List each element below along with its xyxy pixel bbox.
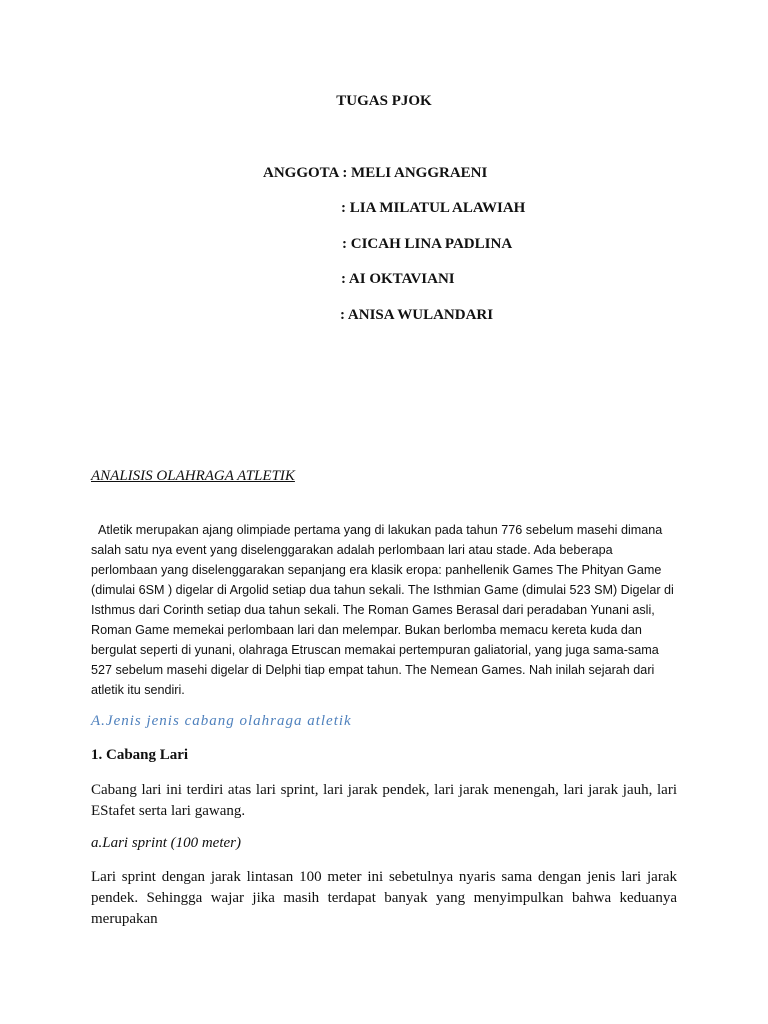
member-line-1: ANGGOTA : MELI ANGGRAENI [263, 165, 488, 181]
paragraph-lari-sprint: Lari sprint dengan jarak lintasan 100 meter ini sebetulnya nyaris sama dengan jenis lari jarak pendek. Sehingga wajar jika masih terdapat banyak yang menyimpulkan bahwa keduanya merupakan [91, 869, 677, 927]
section-heading: ANALISIS OLAHRAGA ATLETIK [91, 468, 295, 484]
member-line-2: : LIA MILATUL ALAWIAH [341, 200, 526, 216]
member-line-5: : ANISA WULANDARI [340, 307, 494, 323]
intro-paragraph-block [91, 520, 677, 700]
paragraph-cabang-lari: Cabang lari ini terdiri atas lari sprint, lari jarak pendek, lari jarak menengah, lari jarak jauh, lari EStafet serta lari gawang. [91, 782, 677, 819]
member-line-3: : CICAH LINA PADLINA [342, 236, 513, 252]
subheading-a: A.Jenis jenis cabang olahraga atletik [91, 713, 352, 729]
member-line-4: : AI OKTAVIANI [341, 271, 455, 287]
intro-paragraph: Atletik merupakan ajang olimpiade pertama yang di lakukan pada tahun 776 sebelum masehi dimana salah satu nya event yang diselenggarakan adalah perlombaan lari atau stade. Ada beberapa perlombaan yang diselenggarakan sepanjang era klasik eropa: panhellenik Games The Phityan Game (dimulai 6SM ) digelar di Argolid setiap dua tahun sekali. The Isthmian Game (dimulai 523 SM) Digelar di Isthmus dari Corinth setiap dua tahun sekali. The Roman Games Berasal dari peradaban Yunani asli, Roman Game memekai perlombaan lari dan melempar. Bukan berlomba memacu kereta kuda dan bergulat seperti di yunani, olahraga Etruscan memakai pertempuran galiatorial, yang juga sama-sama 527 sebelum masehi digelar di Delphi tiap empat tahun. The Nemean Games. Nah inilah sejarah dari atletik itu sendiri. [91, 523, 674, 697]
document-title: TUGAS PJOK [336, 93, 432, 109]
subheading-lari-sprint: a.Lari sprint (100 meter) [91, 835, 241, 851]
heading-cabang-lari: 1. Cabang Lari [91, 747, 189, 763]
